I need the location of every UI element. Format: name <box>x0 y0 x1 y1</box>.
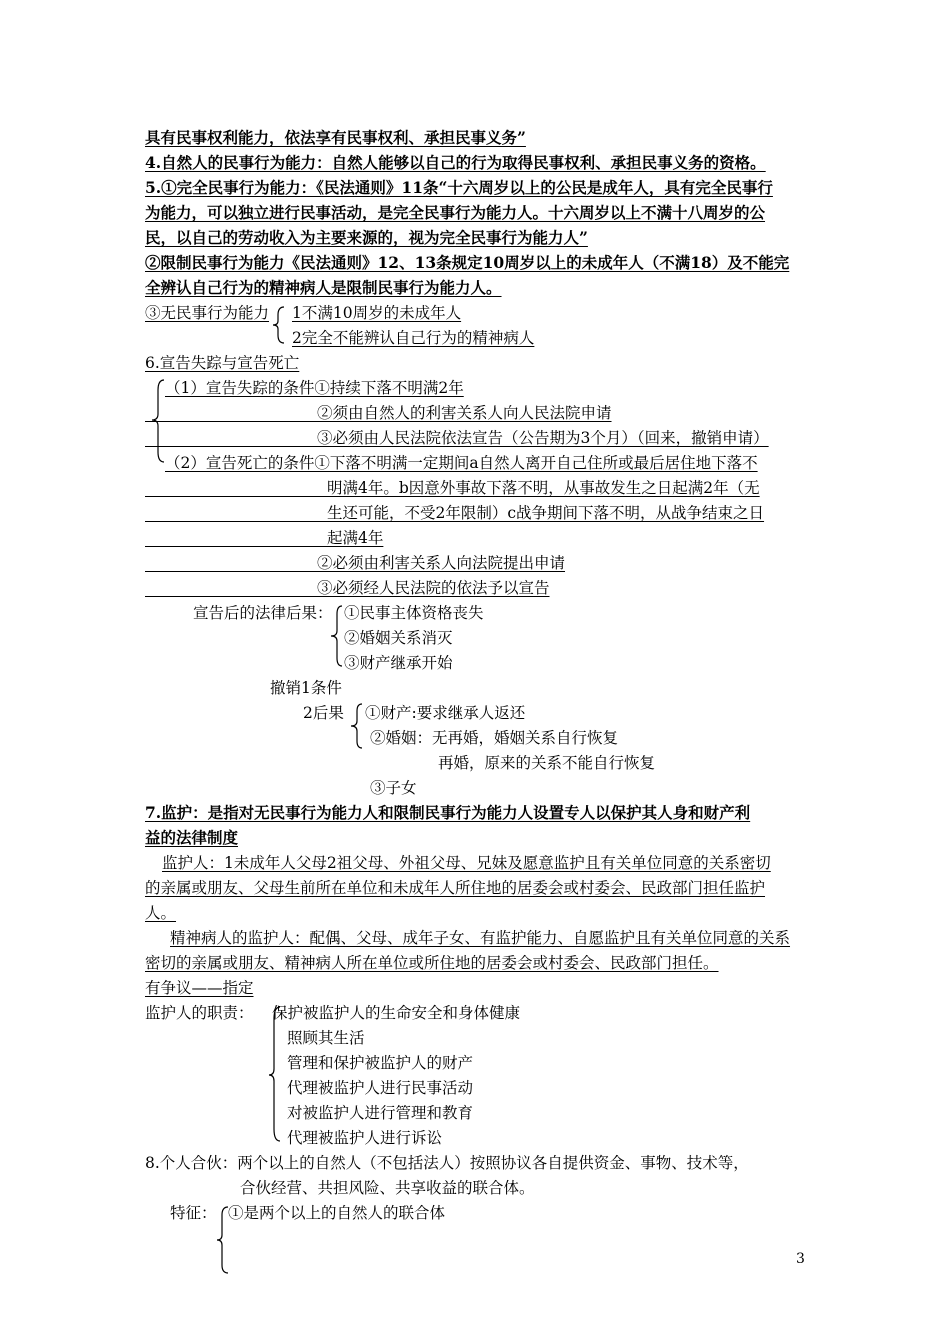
text-line: 具有民事权利能力，依法享有民事权利、承担民事义务” <box>145 128 526 147</box>
page-number: 3 <box>796 1251 805 1267</box>
text-line: ②限制民事行为能力《民法通则》12、13条规定10周岁以上的未成年人（不满18）及不能完 <box>145 253 790 272</box>
underline-rule <box>145 521 327 522</box>
text-line: 管理和保护被监护人的财产 <box>287 1054 474 1072</box>
text-line: 全辨认自己行为的精神病人是限制民事行为能力人。 <box>145 278 502 297</box>
text-line: 宣告后的法律后果： <box>193 604 333 622</box>
underline-rule <box>145 496 327 497</box>
text-line: 民，以自己的劳动收入为主要来源的，视为完全民事行为能力人” <box>145 228 588 247</box>
text-line: 7.监护：是指对无民事行为能力人和限制民事行为能力人设置专人以保护其人身和财产利 <box>145 803 751 822</box>
text-line: 监护人：1未成年人父母2祖父母、外祖父母、兄妹及愿意监护且有关单位同意的关系密切 <box>162 854 771 872</box>
underline-rule <box>145 546 327 547</box>
text-line: ②须由自然人的利害关系人向人民法院申请 <box>317 404 612 422</box>
text-line: 起满4年 <box>327 529 384 547</box>
text-line: 2完全不能辨认自己行为的精神病人 <box>292 329 535 347</box>
text-line: ③财产继承开始 <box>344 654 453 672</box>
text-line: 的亲属或朋友、父母生前所在单位和未成年人所住地的居委会或村委会、民政部门担任监护 <box>145 879 766 897</box>
underline-rule <box>145 571 317 572</box>
text-line: 照顾其生活 <box>287 1029 365 1047</box>
text-line: ③必须经人民法院的依法予以宣告 <box>317 579 550 597</box>
text-line: （2）宣告死亡的条件①下落不明满一定期间a自然人离开自己住所或最后居住地下落不 <box>165 454 758 472</box>
text-line: 密切的亲属或朋友、精神病人所在单位或所住地的居委会或村委会、民政部门担任。 <box>145 954 719 972</box>
text-line: 有争议——指定 <box>145 979 254 997</box>
brace <box>330 604 344 668</box>
text-line: 8.个人合伙：两个以上的自然人（不包括法人）按照协议各自提供资金、事物、技术等， <box>145 1154 749 1172</box>
text-line: 特征： <box>170 1204 217 1222</box>
section-heading: 6.宣告失踪与宣告死亡 <box>145 354 300 372</box>
text-line: 监护人的职责： <box>145 1004 254 1022</box>
text-line: 精神病人的监护人：配偶、父母、成年子女、有监护能力、自愿监护且有关单位同意的关系 <box>170 929 791 947</box>
text-line: ③无民事行为能力 <box>145 304 270 322</box>
text-line: 1不满10周岁的未成年人 <box>292 304 462 322</box>
text-line: ③子女 <box>370 779 417 797</box>
text-line: ②婚姻：无再婚，婚姻关系自行恢复 <box>370 729 619 747</box>
text-line: 对被监护人进行管理和教育 <box>287 1104 474 1122</box>
text-line: ①财产:要求继承人返还 <box>365 704 526 722</box>
text-line: 4.自然人的民事行为能力：自然人能够以自己的行为取得民事权利、承担民事义务的资格。 <box>145 153 766 172</box>
text-line: 合伙经营、共担风险、共享收益的联合体。 <box>240 1179 535 1197</box>
text-line: ①是两个以上的自然人的联合体 <box>228 1204 446 1222</box>
text-line: ①民事主体资格丧失 <box>344 604 484 622</box>
underline-rule <box>145 421 317 422</box>
text-line: 保护被监护人的生命安全和身体健康 <box>272 1004 521 1022</box>
brace <box>272 305 286 345</box>
text-line: 人。 <box>145 904 177 922</box>
text-line: 再婚，原来的关系不能自行恢复 <box>438 754 656 772</box>
text-line: 5.①完全民事行为能力：《民法通则》11条“十六周岁以上的公民是成年人，具有完全民事行 <box>145 178 773 197</box>
text-line: 生还可能，不受2年限制）c战争期间下落不明，从战争结束之日 <box>327 504 765 522</box>
text-line: 撤销1条件 <box>270 679 342 697</box>
text-line: 为能力，可以独立进行民事活动，是完全民事行为能力人。十六周岁以上不满十八周岁的公 <box>145 203 766 222</box>
text-line: ③必须由人民法院依法宣告（公告期为3个月）（回来，撤销申请） <box>317 429 769 447</box>
brace <box>268 1005 282 1143</box>
text-line: 代理被监护人进行诉讼 <box>287 1129 443 1147</box>
underline-rule <box>145 596 317 597</box>
text-line: 益的法律制度 <box>145 828 239 847</box>
text-line: 2后果 <box>303 704 344 722</box>
text-line: 代理被监护人进行民事活动 <box>287 1079 474 1097</box>
underline-rule <box>145 446 317 447</box>
text-line: ②婚姻关系消灭 <box>344 629 453 647</box>
text-line: （1）宣告失踪的条件①持续下落不明满2年 <box>165 379 464 397</box>
text-line: 明满4年。b因意外事故下落不明，从事故发生之日起满2年（无 <box>327 479 760 497</box>
text-line: ②必须由利害关系人向法院提出申请 <box>317 554 566 572</box>
brace <box>350 702 364 750</box>
